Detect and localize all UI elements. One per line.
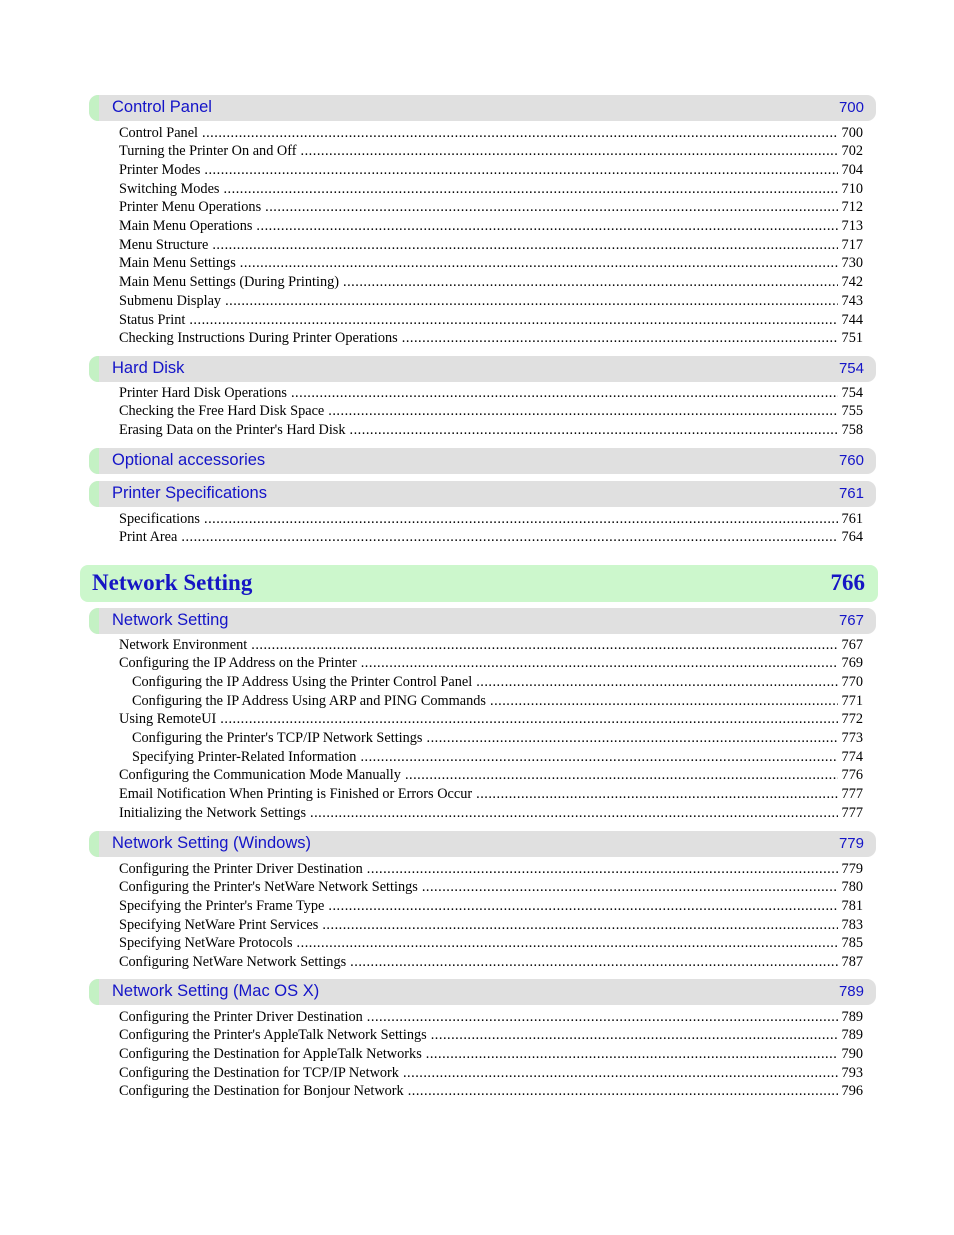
section-title[interactable]: Hard Disk xyxy=(112,359,185,377)
toc-entry[interactable] xyxy=(119,860,863,879)
dot-leader xyxy=(322,916,837,935)
toc-entry[interactable] xyxy=(119,804,863,823)
toc-entry-page: 755 xyxy=(841,403,863,420)
toc-entry-page: 713 xyxy=(841,218,863,234)
dot-leader xyxy=(212,236,837,255)
toc-entry-page: 774 xyxy=(841,748,863,765)
toc-entry-title: Main Menu Settings (During Printing) xyxy=(119,274,340,291)
dot-leader xyxy=(202,124,838,143)
toc-entry-title: Configuring the IP Address Using ARP and PING Commands xyxy=(132,692,486,709)
dot-leader xyxy=(189,311,837,330)
toc-entry-title: Using RemoteUI xyxy=(119,711,217,728)
toc-entry[interactable] xyxy=(119,1008,863,1027)
dot-leader xyxy=(360,748,837,767)
toc-entry-page: 742 xyxy=(841,274,863,291)
toc-entry-title: Erasing Data on the Printer's Hard Disk xyxy=(119,421,346,438)
dot-leader xyxy=(350,421,838,440)
toc-entry[interactable] xyxy=(119,180,863,199)
toc-entry[interactable] xyxy=(119,1082,863,1101)
toc-entry[interactable] xyxy=(119,636,863,655)
toc-entry-page: 770 xyxy=(841,673,863,690)
dot-leader xyxy=(220,710,837,729)
toc-entry[interactable] xyxy=(119,402,863,421)
dot-leader xyxy=(310,804,838,823)
toc-entry-title: Email Notification When Printing is Finished or Errors Occur xyxy=(119,786,473,803)
section-page-number[interactable]: 700 xyxy=(838,99,864,116)
toc-entry[interactable] xyxy=(119,1045,863,1064)
toc-entry[interactable] xyxy=(119,311,863,330)
toc-entry-title: Printer Hard Disk Operations xyxy=(119,384,287,401)
dot-leader xyxy=(426,1045,838,1064)
toc-entry[interactable] xyxy=(119,916,863,935)
toc-entry-page: 779 xyxy=(841,860,863,877)
toc-entry-page: 781 xyxy=(841,897,863,914)
toc-entry-title: Print Area xyxy=(119,529,178,546)
toc-entry-page: 754 xyxy=(841,384,863,401)
toc-entry[interactable] xyxy=(119,142,863,161)
dot-leader xyxy=(223,180,837,199)
toc-entry-title: Submenu Display xyxy=(119,292,222,309)
toc-entry-title: Menu Structure xyxy=(119,236,209,253)
dot-leader xyxy=(361,654,838,673)
toc-entry[interactable] xyxy=(119,1064,863,1083)
toc-entry-page: 717 xyxy=(841,236,863,253)
toc-entry-title: Initializing the Network Settings xyxy=(119,804,307,821)
toc-entry[interactable] xyxy=(119,421,863,440)
toc-section-header[interactable] xyxy=(89,448,876,474)
toc-entry-title: Configuring the IP Address on the Printer xyxy=(119,655,357,672)
toc-entry[interactable] xyxy=(119,510,863,529)
dot-leader xyxy=(405,766,838,785)
toc-subentry[interactable] xyxy=(132,673,863,692)
toc-entry-page: 785 xyxy=(841,935,863,952)
toc-entry-title: Configuring the Destination for Bonjour Network xyxy=(119,1083,404,1100)
toc-chapter-header[interactable] xyxy=(80,565,878,602)
toc-entry-page: 764 xyxy=(841,529,863,546)
toc-subentry[interactable] xyxy=(132,729,863,748)
dot-leader xyxy=(427,729,838,748)
toc-entry-page: 769 xyxy=(841,655,863,672)
toc-entry-title: Printer Modes xyxy=(119,161,201,178)
toc-entry-title: Configuring the Printer Driver Destination xyxy=(119,1008,363,1025)
toc-entry-title: Specifying NetWare Print Services xyxy=(119,916,319,933)
toc-entry-page: 777 xyxy=(841,786,863,803)
toc-section-header[interactable] xyxy=(89,608,876,634)
toc-section-header[interactable] xyxy=(89,481,876,507)
toc-entry-title: Specifying NetWare Protocols xyxy=(119,935,293,952)
toc-entry-title: Specifying Printer-Related Information xyxy=(132,748,357,765)
toc-entry-page: 761 xyxy=(841,510,863,527)
toc-entry-page: 702 xyxy=(841,143,863,160)
dot-leader xyxy=(256,217,837,236)
dot-leader xyxy=(291,384,838,403)
toc-entry-title: Main Menu Settings xyxy=(119,255,236,272)
toc-entry-page: 796 xyxy=(841,1083,863,1100)
toc-section-header[interactable] xyxy=(89,95,876,121)
toc-entry-title: Configuring the Printer's AppleTalk Network Settings xyxy=(119,1027,427,1044)
dot-leader xyxy=(240,254,838,273)
toc-entry-title: Specifying the Printer's Frame Type xyxy=(119,897,325,914)
section-page-number[interactable]: 789 xyxy=(838,983,864,1000)
toc-entry[interactable] xyxy=(119,198,863,217)
toc-entry[interactable] xyxy=(119,897,863,916)
toc-entry-page: 767 xyxy=(841,636,863,653)
toc-entry[interactable] xyxy=(119,236,863,255)
toc-entry-page: 772 xyxy=(841,711,863,728)
dot-leader xyxy=(301,142,838,161)
dot-leader xyxy=(476,785,837,804)
toc-entry[interactable] xyxy=(119,329,863,348)
section-title[interactable]: Printer Specifications xyxy=(112,484,267,502)
dot-leader xyxy=(225,292,837,311)
toc-section-header[interactable] xyxy=(89,356,876,382)
toc-entry-title: Main Menu Operations xyxy=(119,218,253,234)
toc-section-header[interactable] xyxy=(89,979,876,1005)
dot-leader xyxy=(402,329,838,348)
toc-entry-page: 789 xyxy=(841,1008,863,1025)
toc-entry-page: 787 xyxy=(841,954,863,970)
dot-leader xyxy=(265,198,837,217)
toc-entry-page: 771 xyxy=(841,692,863,709)
toc-entry-title: Configuring the Destination for TCP/IP Network xyxy=(119,1064,399,1081)
toc-subentry[interactable] xyxy=(132,692,863,711)
toc-section-header[interactable] xyxy=(89,831,876,857)
section-title[interactable]: Control Panel xyxy=(112,98,212,116)
dot-leader xyxy=(204,510,838,529)
dot-leader xyxy=(367,860,838,879)
toc-entry-title: Checking the Free Hard Disk Space xyxy=(119,403,325,420)
section-title[interactable]: Network Setting (Mac OS X) xyxy=(112,982,320,1000)
toc-entry[interactable] xyxy=(119,878,863,897)
toc-entry[interactable] xyxy=(119,953,863,972)
chapter-page-number[interactable]: 766 xyxy=(830,570,865,595)
toc-entry-title: Configuring the Printer's NetWare Network Settings xyxy=(119,879,418,896)
toc-entry[interactable] xyxy=(119,384,863,403)
dot-leader xyxy=(350,953,837,972)
toc-entry-page: 780 xyxy=(841,879,863,896)
toc-entry-title: Configuring the Printer Driver Destination xyxy=(119,860,363,877)
dot-leader xyxy=(422,878,838,897)
toc-entry-title: Specifications xyxy=(119,510,200,527)
dot-leader xyxy=(328,402,837,421)
dot-leader xyxy=(251,636,837,655)
toc-entry[interactable] xyxy=(119,710,863,729)
toc-entry-title: Status Print xyxy=(119,311,186,328)
toc-entry-page: 710 xyxy=(841,180,863,197)
section-page-number[interactable]: 767 xyxy=(838,612,864,629)
dot-leader xyxy=(328,897,837,916)
toc-entry[interactable] xyxy=(119,785,863,804)
toc-entry-title: Turning the Printer On and Off xyxy=(119,143,297,160)
toc-entry[interactable] xyxy=(119,161,863,180)
toc-subentry[interactable] xyxy=(132,748,863,767)
dot-leader xyxy=(476,673,837,692)
toc-entry[interactable] xyxy=(119,273,863,292)
toc-entry-page: 758 xyxy=(841,421,863,438)
toc-entry-title: Switching Modes xyxy=(119,180,220,197)
section-title[interactable]: Network Setting (Windows) xyxy=(112,834,311,852)
section-page-number[interactable]: 754 xyxy=(838,360,864,377)
dot-leader xyxy=(367,1008,838,1027)
toc-entry[interactable] xyxy=(119,254,863,273)
toc-entry-title: Network Environment xyxy=(119,636,248,653)
toc-entry-title: Configuring the IP Address Using the Printer Control Panel xyxy=(132,673,473,690)
toc-entry[interactable] xyxy=(119,292,863,311)
section-page-number[interactable]: 760 xyxy=(838,452,864,469)
toc-entry-page: 700 xyxy=(841,124,863,141)
toc-entry-title: Control Panel xyxy=(119,124,199,141)
toc-entry[interactable] xyxy=(119,1026,863,1045)
toc-entry-page: 704 xyxy=(841,161,863,178)
toc-entry[interactable] xyxy=(119,654,863,673)
toc-entry-page: 712 xyxy=(841,199,863,216)
toc-entry[interactable] xyxy=(119,766,863,785)
dot-leader xyxy=(431,1026,838,1045)
dot-leader xyxy=(343,273,838,292)
toc-entry-title: Configuring NetWare Network Settings xyxy=(119,954,347,970)
toc-entry-title: Configuring the Communication Mode Manually xyxy=(119,767,401,784)
toc-entry-page: 789 xyxy=(841,1027,863,1044)
toc-entry-title: Configuring the Printer's TCP/IP Network Settings xyxy=(132,730,423,746)
chapter-title[interactable]: Network Setting xyxy=(92,570,253,595)
dot-leader xyxy=(403,1064,838,1083)
toc-entry[interactable] xyxy=(119,528,863,547)
toc-entry-page: 783 xyxy=(841,916,863,933)
toc-entry-page: 793 xyxy=(841,1064,863,1081)
section-page-number[interactable]: 761 xyxy=(838,485,864,502)
toc-entry-page: 773 xyxy=(841,730,863,746)
toc-entry-page: 744 xyxy=(841,311,863,328)
section-title[interactable]: Network Setting xyxy=(112,611,229,629)
toc-entry-page: 777 xyxy=(841,804,863,821)
toc-entry-title: Printer Menu Operations xyxy=(119,199,262,216)
section-title[interactable]: Optional accessories xyxy=(112,451,266,469)
toc-entry-page: 730 xyxy=(841,255,863,272)
toc-entry[interactable] xyxy=(119,934,863,953)
toc-entry-title: Checking Instructions During Printer Operations xyxy=(119,330,398,347)
dot-leader xyxy=(297,934,838,953)
toc-entry-page: 751 xyxy=(841,330,863,347)
section-page-number[interactable]: 779 xyxy=(838,835,864,852)
dot-leader xyxy=(181,528,837,547)
toc-entry-page: 743 xyxy=(841,292,863,309)
toc-entry-title: Configuring the Destination for AppleTalk Networks xyxy=(119,1045,422,1062)
toc-entry[interactable] xyxy=(119,217,863,236)
dot-leader xyxy=(490,692,838,711)
dot-leader xyxy=(408,1082,838,1101)
dot-leader xyxy=(204,161,837,180)
toc-entry-page: 776 xyxy=(841,767,863,784)
toc-entry-page: 790 xyxy=(841,1045,863,1062)
toc-entry[interactable] xyxy=(119,124,863,143)
